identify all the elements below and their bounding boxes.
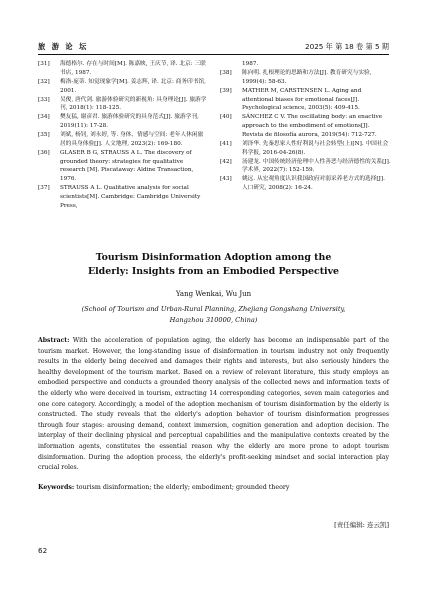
journal-name: 旅 游 论 坛 <box>38 42 89 51</box>
reference-item <box>38 78 208 95</box>
reference-item <box>220 175 392 192</box>
running-header <box>38 42 389 55</box>
reference-text: 吴俊, 唐代剑. 旅游体验研究的新视角: 具身理论[J]. 旅游学刊, 2018(1): 118-125. <box>60 96 207 112</box>
references-right-column <box>220 60 392 193</box>
reference-text: 1987. <box>242 61 259 67</box>
authors: Yang Wenkai, Wu Jun <box>175 290 252 298</box>
reference-item <box>38 184 208 210</box>
article-title <box>38 251 389 279</box>
reference-item <box>220 87 392 113</box>
reference-item <box>220 60 392 69</box>
reference-item <box>220 113 392 139</box>
reference-number: [35] <box>38 132 50 139</box>
abstract-label: Abstract: <box>38 337 70 344</box>
reference-text: 梅洛-庞蒂. 知觉现象学[M]. 姜志辉, 译. 北京: 商务印书馆, 2001. <box>60 78 206 94</box>
reference-number: [43] <box>220 176 232 183</box>
keywords-text: tourism disinformation; the elderly; embodiment; grounded theory <box>74 484 290 491</box>
reference-number: [38] <box>220 70 232 77</box>
references-left-column <box>38 60 208 211</box>
reference-item <box>38 113 208 130</box>
reference-number: [31] <box>38 61 50 67</box>
affiliation <box>38 304 389 325</box>
reference-item <box>38 60 208 77</box>
reference-number: [42] <box>220 158 232 165</box>
reference-text: 海德格尔. 存在与时间[M]. 陈嘉映, 王庆节, 译. 北京: 三联书店, 1987. <box>60 61 206 76</box>
keywords-label: Keywords: <box>38 484 75 491</box>
page-number: 62 <box>38 546 48 555</box>
reference-text: GLASER B G, STRAUSS A L. The discovery of grounded theory: strategies for qualitative research [M]. Piscataway: Aldine Transaction, 1976. <box>60 149 194 183</box>
title-line-1: Tourism Disinformation Adoption among the <box>95 252 332 263</box>
reference-text: 姚远. 从宏观角度认识我国政府对弱采养老方式的选择[J]. 人口研究, 2008(2): 16-24. <box>242 176 385 192</box>
reference-number: [32] <box>38 78 50 85</box>
abstract <box>38 336 389 474</box>
reference-text: 刘斌, 杨钊, 刘永婷, 等. 身体、情感与空间: 老年人休闲旅居的具身体验[J]. 人文地理, 2023(2): 169-180. <box>60 132 204 147</box>
reference-item <box>38 96 208 113</box>
reference-text: SÁNCHEZ C V. The oscillating body: an enactive approach to the embodiment of emotions[J]. Revista de filosofía aurora, 2019(54): 712-727. <box>242 114 383 138</box>
reference-text: 樊友猛, 谢彦君. 旅游体验研究的具身范式[J]. 旅游学刊, 2019(11): 17-28. <box>60 114 199 130</box>
responsible-editor: [责任编辑: 连云凯] <box>334 521 389 529</box>
reference-item <box>220 140 392 157</box>
reference-text: STRAUSS A L. Qualitative analysis for social scientists[M]. Cambridge: Cambridge University Press, <box>60 185 201 209</box>
abstract-text: With the acceleration of population aging, the elderly has become an indispensable part of the tourism market. However, the long-standing issue of disinformation in tourism industry not only frequently results in the elderly being deceived and damages their rights and interests, but also seriously hinders the healthy development of the tourism market. Based on a review of relevant literature, this study employs an embodied perspective and conducts a grounded theory analysis of the collected news and information texts of the elderly who were deceived in tourism, extracting 14 corresponding categories, seven main categories and one core category. Accordingly, a model of the adoption mechanism of tourism disinformation by the elderly is constructed. The study reveals that the elderly's adoption behavior of tourism disinformation progresses through four stages: arousing demand, context immersion, cognition generation and adoption decision. The interplay of their declining physical and perceptual capabilities and the manipulative contexts created by the information agents, constitutes the essential reason why the elderly are more prone to adopt tourism disinformation. During the adoption process, the elderly's profit-seeking mindset and social interaction play crucial roles. <box>38 337 389 472</box>
title-line-2: Elderly: Insights from an Embodied Perspective <box>87 266 340 277</box>
reference-item <box>38 149 208 184</box>
reference-number: [34] <box>38 114 50 121</box>
reference-text: MATHER M, CARSTENSEN L. Aging and attentional biases for emotional faces[J]. Psychological science, 2003(5): 409-415. <box>242 87 362 112</box>
reference-item <box>38 131 208 148</box>
affiliation-line-2: Hangzhou 310000, China) <box>169 315 258 324</box>
reference-number: [33] <box>38 96 50 103</box>
reference-item <box>220 158 392 175</box>
reference-number: [39] <box>220 87 232 94</box>
affiliation-line-1: (School of Tourism and Urban-Rural Planning, Zhejiang Gongshang University, <box>81 305 346 313</box>
reference-number: [37] <box>38 185 50 192</box>
reference-text: 刘泽华. 先秦思家人性好利说与社会转型(上)[N]. 中国社会科学报, 2016-04-26(8). <box>242 140 389 156</box>
reference-text: 汤建龙. 中国传统经济伦理中人性善恶与经济德性的关系[J]. 学术界, 2022(7): 152-159. <box>242 158 391 174</box>
reference-number: [36] <box>38 149 50 156</box>
keywords <box>38 484 389 491</box>
reference-number: [41] <box>220 140 232 147</box>
reference-number: [40] <box>220 114 232 121</box>
issue-info: 2025 年 第 18 卷 第 5 期 <box>305 42 389 51</box>
reference-text: 陈向明. 扎根理论的思路和方法[J]. 教育研究与实验, 1999(4): 58-63. <box>242 70 372 85</box>
reference-item <box>220 69 392 86</box>
